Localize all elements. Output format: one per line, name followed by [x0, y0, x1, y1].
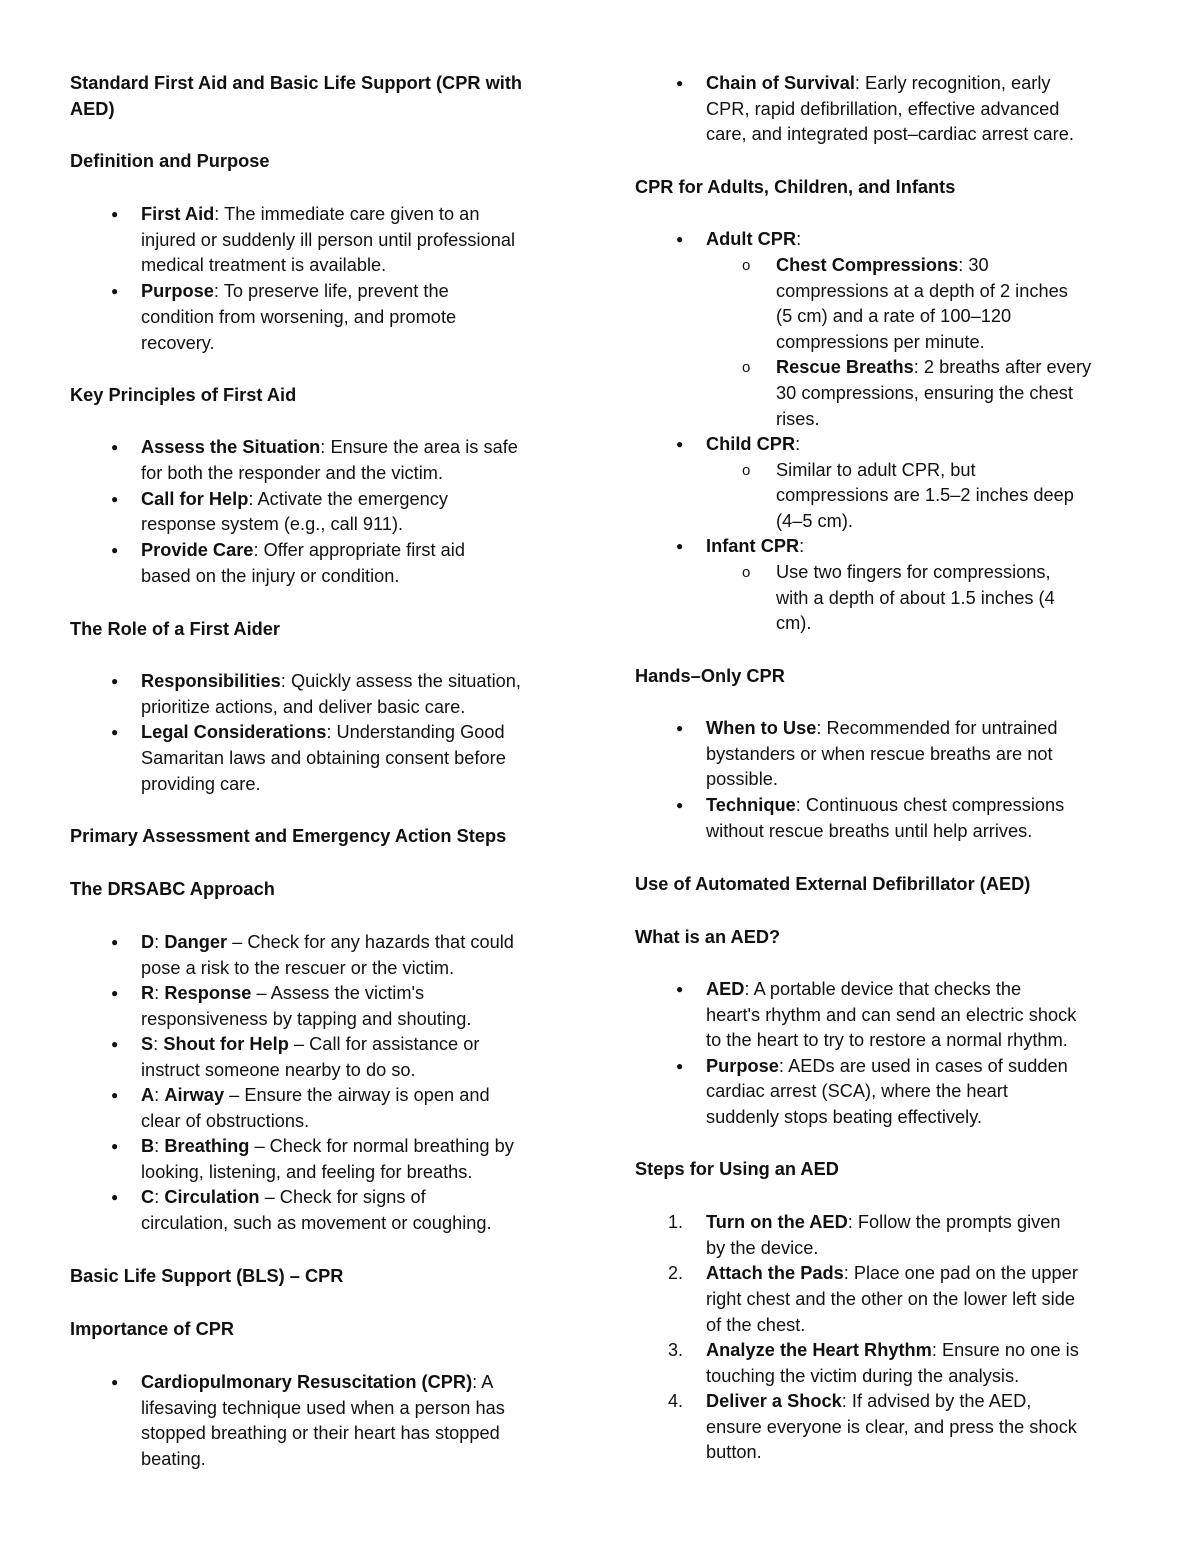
document-title-line-1: Standard First Aid and Basic Life Support (CPR with	[70, 73, 523, 93]
list-item-first-aid: First Aid: The immediate care given to an	[141, 204, 480, 224]
term: Airway	[164, 1085, 225, 1105]
sublist-item-rescue: Rescue Breaths: 2 breaths after every	[776, 357, 1092, 377]
list-item-text: medical treatment is available.	[141, 255, 387, 275]
list-item-text: prioritize actions, and deliver basic care.	[141, 697, 466, 717]
list-item-text: based on the injury or condition.	[141, 566, 400, 586]
bullet-icon	[111, 435, 118, 461]
step-number: 1.	[668, 1212, 684, 1232]
term: Circulation	[164, 1187, 260, 1207]
sublist-item-text: compressions are 1.5–2 inches deep	[776, 485, 1074, 505]
list-item-legal: Legal Considerations: Understanding Good	[141, 722, 505, 742]
circle-bullet-icon: o	[742, 359, 751, 376]
circle-bullet-icon: o	[742, 564, 751, 581]
section-heading-bls: Basic Life Support (BLS) – CPR	[70, 1266, 344, 1286]
term: Purpose	[706, 1056, 779, 1076]
list-item-adult: Adult CPR:	[706, 229, 802, 249]
bullet-icon	[111, 981, 118, 1007]
step-item-text: right chest and the other on the lower left side	[706, 1289, 1075, 1309]
list-item-child: Child CPR:	[706, 434, 801, 454]
term: Chest Compressions	[776, 255, 959, 275]
sublist-item-text: with a depth of about 1.5 inches (4	[776, 588, 1055, 608]
section-heading-role: The Role of a First Aider	[70, 619, 281, 639]
step-item-text: ensure everyone is clear, and press the shock	[706, 1417, 1077, 1437]
term: Chain of Survival	[706, 73, 855, 93]
step-number: 3.	[668, 1340, 684, 1360]
list-item-text: without rescue breaths until help arrives.	[706, 821, 1033, 841]
section-heading-principles: Key Principles of First Aid	[70, 385, 297, 405]
list-item-infant: Infant CPR:	[706, 536, 805, 556]
list-item-text: instruct someone nearby to do so.	[141, 1060, 416, 1080]
term: Shout for Help	[163, 1034, 289, 1054]
section-heading-steps: Steps for Using an AED	[635, 1159, 839, 1179]
section-heading-importance: Importance of CPR	[70, 1319, 235, 1339]
list-item-text: for both the responder and the victim.	[141, 463, 444, 483]
step-item-3: Analyze the Heart Rhythm: Ensure no one is	[706, 1340, 1079, 1360]
step-item-text: touching the victim during the analysis.	[706, 1366, 1020, 1386]
circle-bullet-icon: o	[742, 462, 751, 479]
list-item-cpr: Cardiopulmonary Resuscitation (CPR): A	[141, 1372, 494, 1392]
step-number: 2.	[668, 1263, 684, 1283]
list-item-text: pose a risk to the rescuer or the victim.	[141, 958, 455, 978]
list-item-response: R: Response – Assess the victim's	[141, 983, 425, 1003]
list-item-call: Call for Help: Activate the emergency	[141, 489, 449, 509]
term: Responsibilities	[141, 671, 281, 691]
list-item-aed: AED: A portable device that checks the	[706, 979, 1022, 999]
list-item-text: clear of obstructions.	[141, 1111, 310, 1131]
bullet-icon	[111, 202, 118, 228]
term: Child CPR	[706, 434, 796, 454]
section-heading-definition: Definition and Purpose	[70, 151, 270, 171]
bullet-icon	[111, 1185, 118, 1211]
bullet-icon	[676, 716, 683, 742]
list-item-text: to the heart to try to restore a normal rhythm.	[706, 1030, 1068, 1050]
step-item-text: button.	[706, 1442, 762, 1462]
list-item-circulation: C: Circulation – Check for signs of	[141, 1187, 426, 1207]
list-item-text: looking, listening, and feeling for breaths.	[141, 1162, 473, 1182]
bullet-icon	[676, 71, 683, 97]
list-item-text: providing care.	[141, 774, 261, 794]
list-item-text: injured or suddenly ill person until professional	[141, 230, 516, 250]
step-item-2: Attach the Pads: Place one pad on the upper	[706, 1263, 1078, 1283]
list-item-when: When to Use: Recommended for untrained	[706, 718, 1058, 738]
bullet-icon	[111, 1083, 118, 1109]
term: AED	[706, 979, 745, 999]
list-item-text: circulation, such as movement or coughing.	[141, 1213, 492, 1233]
list-item-shout: S: Shout for Help – Call for assistance or	[141, 1034, 480, 1054]
list-item-purpose: Purpose: AEDs are used in cases of sudden	[706, 1056, 1068, 1076]
list-item-text: care, and integrated post–cardiac arrest care.	[706, 124, 1074, 144]
bullet-icon	[676, 227, 683, 253]
list-item-text: Samaritan laws and obtaining consent before	[141, 748, 506, 768]
section-heading-primary: Primary Assessment and Emergency Action Steps	[70, 826, 507, 846]
step-item-1: Turn on the AED: Follow the prompts given	[706, 1212, 1061, 1232]
bullet-icon	[111, 538, 118, 564]
list-item-text: possible.	[706, 769, 778, 789]
list-item-text: lifesaving technique used when a person has	[141, 1398, 505, 1418]
bullet-icon	[111, 1032, 118, 1058]
term: Assess the Situation	[141, 437, 321, 457]
bullet-icon	[676, 977, 683, 1003]
list-item-assess: Assess the Situation: Ensure the area is safe	[141, 437, 518, 457]
bullet-icon	[111, 669, 118, 695]
circle-bullet-icon: o	[742, 257, 751, 274]
bullet-icon	[111, 487, 118, 513]
section-heading-cpr-ages: CPR for Adults, Children, and Infants	[635, 177, 956, 197]
term: First Aid	[141, 204, 215, 224]
term: Legal Considerations	[141, 722, 327, 742]
bullet-icon	[676, 432, 683, 458]
term: Turn on the AED	[706, 1212, 848, 1232]
sublist-item-text: cm).	[776, 613, 812, 633]
sublist-item-child: Similar to adult CPR, but	[776, 460, 976, 480]
list-item-text: responsiveness by tapping and shouting.	[141, 1009, 472, 1029]
term: When to Use	[706, 718, 817, 738]
term: Deliver a Shock	[706, 1391, 842, 1411]
sublist-item-text: compressions per minute.	[776, 332, 985, 352]
bullet-icon	[676, 793, 683, 819]
bullet-icon	[111, 279, 118, 305]
list-item-breathing: B: Breathing – Check for normal breathing by	[141, 1136, 514, 1156]
bullet-icon	[111, 930, 118, 956]
term: Purpose	[141, 281, 214, 301]
sublist-item-text: compressions at a depth of 2 inches	[776, 281, 1068, 301]
sublist-item-text: (5 cm) and a rate of 100–120	[776, 306, 1012, 326]
term: Response	[164, 983, 252, 1003]
term: Adult CPR	[706, 229, 797, 249]
list-item-danger: D: Danger – Check for any hazards that could	[141, 932, 514, 952]
list-item-responsibilities: Responsibilities: Quickly assess the situation,	[141, 671, 521, 691]
sublist-item-infant: Use two fingers for compressions,	[776, 562, 1051, 582]
term: Attach the Pads	[706, 1263, 844, 1283]
list-item-chain: Chain of Survival: Early recognition, early	[706, 73, 1051, 93]
term: Cardiopulmonary Resuscitation (CPR)	[141, 1372, 473, 1392]
list-item-text: bystanders or when rescue breaths are not	[706, 744, 1053, 764]
list-item-text: condition from worsening, and promote	[141, 307, 457, 327]
list-item-text: response system (e.g., call 911).	[141, 514, 404, 534]
term: Breathing	[164, 1136, 250, 1156]
term: Danger	[164, 932, 228, 952]
bullet-icon	[111, 720, 118, 746]
list-item-technique: Technique: Continuous chest compressions	[706, 795, 1065, 815]
sublist-item-text: rises.	[776, 409, 820, 429]
section-heading-aed-what: What is an AED?	[635, 927, 781, 947]
term: Analyze the Heart Rhythm	[706, 1340, 932, 1360]
step-item-text: of the chest.	[706, 1315, 806, 1335]
bullet-icon	[111, 1134, 118, 1160]
bullet-icon	[676, 534, 683, 560]
list-item-airway: A: Airway – Ensure the airway is open and	[141, 1085, 490, 1105]
list-item-text: recovery.	[141, 333, 215, 353]
list-item-care: Provide Care: Offer appropriate first aid	[141, 540, 465, 560]
sublist-item-text: (4–5 cm).	[776, 511, 853, 531]
term: Technique	[706, 795, 796, 815]
list-item-text: heart's rhythm and can send an electric shock	[706, 1005, 1077, 1025]
term: Call for Help	[141, 489, 249, 509]
step-item-text: by the device.	[706, 1238, 819, 1258]
sublist-item-text: 30 compressions, ensuring the chest	[776, 383, 1073, 403]
section-heading-hands-only: Hands–Only CPR	[635, 666, 785, 686]
list-item-text: CPR, rapid defibrillation, effective advanced	[706, 99, 1060, 119]
term: Rescue Breaths	[776, 357, 914, 377]
list-item-purpose: Purpose: To preserve life, prevent the	[141, 281, 449, 301]
list-item-text: suddenly stops beating effectively.	[706, 1107, 983, 1127]
list-item-text: beating.	[141, 1449, 206, 1469]
term: Provide Care	[141, 540, 254, 560]
sublist-item-compressions: Chest Compressions: 30	[776, 255, 989, 275]
list-item-text: stopped breathing or their heart has stopped	[141, 1423, 500, 1443]
step-item-4: Deliver a Shock: If advised by the AED,	[706, 1391, 1032, 1411]
bullet-icon	[676, 1054, 683, 1080]
section-heading-aed-use: Use of Automated External Defibrillator (AED)	[635, 874, 1031, 894]
document-title-line-2: AED)	[70, 99, 115, 119]
bullet-icon	[111, 1370, 118, 1396]
list-item-text: cardiac arrest (SCA), where the heart	[706, 1081, 1008, 1101]
term: Infant CPR	[706, 536, 800, 556]
step-number: 4.	[668, 1391, 684, 1411]
section-heading-drsabc: The DRSABC Approach	[70, 879, 275, 899]
